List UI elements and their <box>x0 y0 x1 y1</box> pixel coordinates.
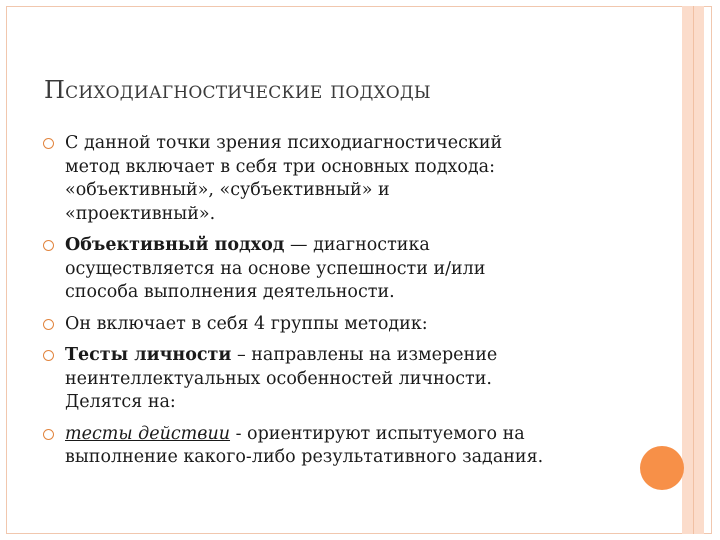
bullet-lead: Тесты личности <box>65 345 232 365</box>
bullet-ring-icon <box>43 319 54 330</box>
bullet-item <box>40 344 620 415</box>
bullet-ring-icon <box>43 138 54 149</box>
bullet-text: — диагностика осуществляется на основе успешности и/или способа выполнения деятельности. <box>65 235 486 302</box>
bullet-list <box>40 132 620 478</box>
bullet-lead: тесты действии <box>65 423 231 444</box>
bullet-text: – направлены на измерение неинтеллектуальных особенностей личности. Делятся на: <box>65 345 498 412</box>
bullet-item <box>40 423 620 470</box>
bullet-text: Он включает в себя 4 группы методик: <box>65 313 428 334</box>
bullet-lead: Объективный подход <box>65 235 285 255</box>
decorative-side-line <box>693 6 694 534</box>
bullet-ring-icon <box>43 350 54 361</box>
bullet-item <box>40 132 620 226</box>
bullet-item <box>40 313 620 337</box>
bullet-ring-icon <box>43 429 54 440</box>
decorative-orange-circle <box>640 446 684 490</box>
bullet-text: - ориентируют испытуемого на выполнение какого-либо результативного задания. <box>65 423 544 467</box>
bullet-ring-icon <box>43 240 54 251</box>
slide-title: Психодиагностические подходы <box>44 76 431 104</box>
bullet-item <box>40 234 620 305</box>
bullet-text: С данной точки зрения психодиагностический метод включает в себя три основных подхода: «объективный», «субъективный» и «проективный». <box>65 133 503 224</box>
